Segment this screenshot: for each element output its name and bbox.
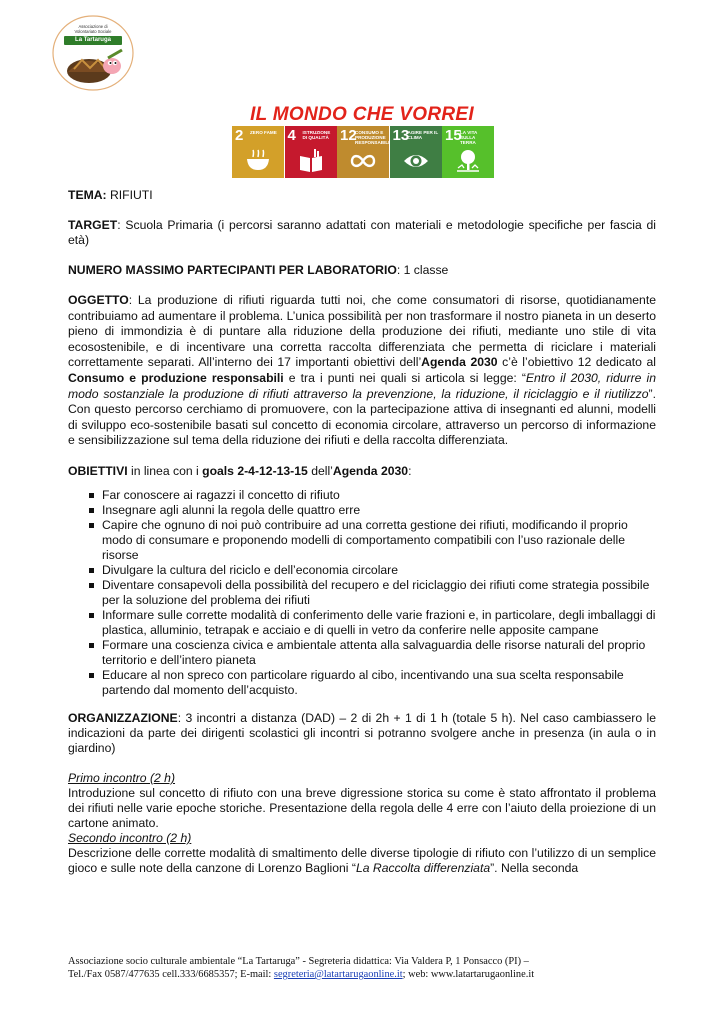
- oggetto-text: : La produzione di rifiuti riguarda tutti noi, che come consumatori di risorse, quotidianamente contribuiamo ad aumentare il problema. L’unica possibilità per non trasformare il nostro pianeta in un deserto pieno di immondizia è di puntare alla riduzione della produzione dei rifiuti, mediante uno stile di vita ecosostenibile, e di incentivare una corretta raccolta differenziata che permetta di riciclare i materiali correttamente separati. All’interno dei 17 importanti obiettivi dell’: [68, 293, 656, 370]
- email-link[interactable]: segreteria@latartarugaonline.it: [273, 969, 403, 980]
- bullet-icon: [89, 493, 94, 498]
- bullet-icon: [89, 643, 94, 648]
- sdg-tile: [232, 126, 284, 178]
- list-item-text: Far conoscere ai ragazzi il concetto di rifiuto: [102, 487, 340, 502]
- tree-icon: [454, 148, 482, 174]
- sdg-label: ISTRUZIONE DI QUALITÀ: [302, 130, 331, 140]
- list-item: [68, 608, 656, 638]
- organizzazione-value: : 3 incontri a distanza (DAD) – 2 di 2h + 1 di 1 h (totale 5 h). Nel caso cambiassero le indicazioni da parte dei dirigenti scolastici gli incontri si potranno svolgere anche in presenza (in aula o in giardino): [68, 710, 656, 755]
- list-item: [68, 638, 656, 668]
- sdg-tile: [390, 126, 442, 178]
- oggetto-text: c’è l’obiettivo 12 dedicato al: [497, 355, 656, 370]
- agenda-2030-text: Agenda 2030: [421, 355, 498, 370]
- obiettivi-text: :: [408, 463, 412, 478]
- bullet-icon: [89, 673, 94, 678]
- numero-line: [68, 263, 656, 278]
- infinity-icon: [349, 148, 377, 174]
- list-item: [68, 518, 656, 563]
- primo-heading-text: Primo incontro (2 h): [68, 770, 176, 785]
- agenda-2030-text: Agenda 2030: [332, 463, 409, 478]
- sdg-tile: [442, 126, 494, 178]
- footer-web: ; web: www.latartarugaonline.it: [402, 969, 535, 980]
- bullet-icon: [89, 568, 94, 573]
- oggetto-text: ”. Con questo percorso cerchiamo di promuovere, con la partecipazione attiva di insegnanti ed alunni, modelli di sviluppo eco-sostenibile basati sul concetto di economia circolare, attraverso un percorso di informazione e sensibilizzazione sul tema della riduzione dei rifiuti e della raccolta differenziata.: [68, 386, 656, 448]
- obiettivi-text: in linea con i: [127, 463, 203, 478]
- oggetto-label: OGGETTO: [68, 293, 129, 307]
- eye-globe-icon: [402, 148, 430, 174]
- tema-label: TEMA:: [68, 188, 107, 202]
- tema-line: [68, 188, 656, 203]
- sdg-tile: [337, 126, 389, 178]
- sdg-number: 12: [340, 127, 357, 144]
- logo-line1: Associazione di: [78, 24, 108, 29]
- list-item-text: Divulgare la cultura del riciclo e dell’economia circolare: [102, 562, 399, 577]
- obiettivi-line: [68, 464, 656, 479]
- bullet-icon: [89, 583, 94, 588]
- list-item-text: Diventare consapevoli della possibilità del recupero e del riciclaggio dei rifiuti come strategia possibile per la soluzione del problema dei rifiuti: [102, 577, 650, 607]
- sdg-label: AGIRE PER IL CLIMA: [407, 130, 439, 140]
- sdg-number: 13: [392, 127, 410, 144]
- goals-text: goals 2-4-12-13-15: [202, 463, 308, 478]
- sdg-label: ZERO FAME: [250, 130, 277, 135]
- document-body: [68, 188, 656, 876]
- secondo-heading: [68, 831, 656, 846]
- page-footer: [68, 955, 668, 981]
- association-logo: [52, 14, 134, 92]
- target-label: TARGET: [68, 218, 118, 232]
- footer-contacts: Tel./Fax 0587/477635 cell.333/6685357; E-mail:: [68, 969, 274, 980]
- primo-heading: [68, 771, 656, 786]
- secondo-heading-text: Secondo incontro (2 h): [68, 830, 192, 845]
- footer-line2: [68, 968, 668, 981]
- sdg-tile: [285, 126, 337, 178]
- consumo-text: Consumo e produzione responsabili: [68, 370, 284, 385]
- oggetto-paragraph: [68, 293, 656, 449]
- list-item-text: Educare al non spreco con particolare riguardo al cibo, incentivando una sua scelta responsabile partendo dal momento dell’acquisto.: [102, 667, 624, 697]
- organizzazione-paragraph: [68, 711, 656, 756]
- oggetto-text: e tra i punti nei quali si articola si legge: “: [283, 370, 526, 385]
- obiettivi-list: [68, 488, 656, 698]
- list-item-text: Informare sulle corrette modalità di conferimento delle varie frazioni e, in particolare, degli imballaggi di plastica, alluminio, tetrapak e acciaio e di quelli in vetro da conferire nelle apposite campane: [102, 607, 656, 637]
- bowl-icon: [244, 148, 272, 174]
- logo-line2: Volontariato Sociale: [74, 29, 112, 34]
- logo-name: La Tartaruga: [75, 37, 111, 43]
- tema-value: RIFIUTI: [106, 188, 153, 202]
- sdg-number: 15: [445, 127, 462, 144]
- numero-label: NUMERO MASSIMO PARTECIPANTI PER LABORATORIO: [68, 263, 397, 277]
- target-paragraph: [68, 218, 656, 248]
- bullet-icon: [89, 508, 94, 513]
- sdg-label: CONSUMO E PRODUZIONE RESPONSABILI: [355, 130, 390, 145]
- primo-paragraph: Introduzione sul concetto di rifiuto con una breve digressione storica su come è stato affrontato il problema dei rifiuti nelle varie epoche storiche. Presentazione della regola delle 4 erre con l’aiuto della proiezione di un cartone animato.: [68, 785, 656, 830]
- secondo-paragraph: [68, 846, 656, 876]
- organizzazione-label: ORGANIZZAZIONE: [68, 710, 178, 725]
- list-item: [68, 578, 656, 608]
- secondo-text: Descrizione delle corrette modalità di smaltimento delle diverse tipologie di rifiuto con l’utilizzo di un semplice gioco e sulle note della canzone di Lorenzo Baglioni “: [68, 845, 656, 875]
- book-icon: [297, 148, 325, 174]
- bullet-icon: [89, 613, 94, 618]
- footer-line1: Associazione socio culturale ambientale “La Tartaruga” - Segreteria didattica: Via Valdera P, 1 Ponsacco (PI) –: [68, 956, 529, 967]
- agenda-quote: Entro il 2030, ridurre in modo sostanziale la produzione di rifiuti attraverso la prevenzione, la riduzione, il riciclaggio e il riutilizzo: [68, 370, 657, 401]
- bullet-icon: [89, 523, 94, 528]
- sdg-goals-row: [232, 126, 495, 178]
- target-value: : Scuola Primaria (i percorsi saranno adattati con materiali e metodologie specifiche per fascia di età): [68, 218, 656, 247]
- list-item: [68, 668, 656, 698]
- numero-value: : 1 classe: [396, 263, 449, 277]
- secondo-text: ”. Nella seconda: [490, 860, 579, 875]
- obiettivi-label: OBIETTIVI: [68, 463, 128, 478]
- list-item: [68, 488, 656, 503]
- song-title: La Raccolta differenziata: [355, 860, 491, 875]
- list-item-text: Formare una coscienza civica e ambientale attenta alla salvaguardia delle risorse naturali del proprio territorio e dell’intero pianeta: [102, 637, 646, 667]
- list-item-text: Insegnare agli alunni la regola delle quattro erre: [102, 502, 361, 517]
- obiettivi-text: dell’: [307, 463, 333, 478]
- list-item-text: Capire che ognuno di noi può contribuire ad una corretta gestione dei rifiuti, modificando il proprio modo di consumare e proponendo modelli di comportamento compatibili con l’uso razionale delle risorse: [102, 517, 628, 562]
- sdg-label: LA VITA SULLA TERRA: [460, 130, 478, 145]
- page-title: IL MONDO CHE VORREI: [250, 104, 474, 125]
- sdg-number: 4: [287, 127, 296, 144]
- list-item: [68, 503, 656, 518]
- list-item: [68, 563, 656, 578]
- sdg-number: 2: [235, 127, 244, 144]
